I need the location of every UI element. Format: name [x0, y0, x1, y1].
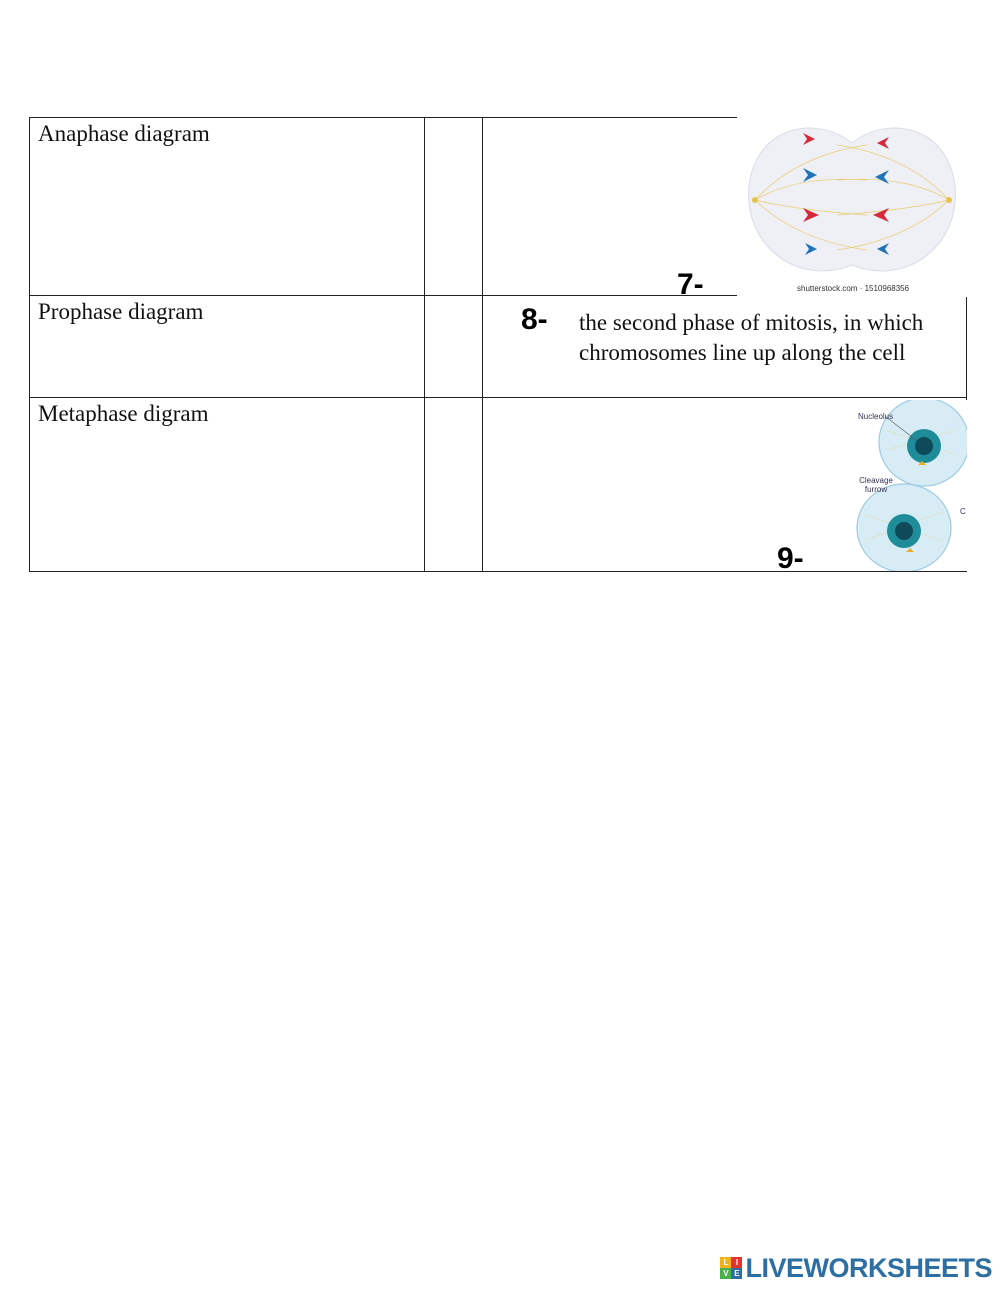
nucleolus-label: Nucleolus [858, 412, 894, 421]
term-cell [30, 118, 425, 296]
matching-table [29, 117, 967, 575]
answer-cell[interactable] [425, 398, 483, 572]
answer-cell[interactable] [425, 118, 483, 296]
answer-cell[interactable] [425, 296, 483, 398]
cleavage-furrow-label: Cleavage furrow [859, 476, 893, 494]
item-number: 7- [677, 268, 704, 301]
term-label: Metaphase digram [38, 401, 209, 426]
item-number: 8- [521, 303, 548, 336]
term-label: Anaphase diagram [38, 121, 210, 146]
term-label: Prophase diagram [38, 299, 204, 324]
definition-cell [483, 296, 967, 398]
anaphase-cell-illustration [737, 115, 967, 297]
liveworksheets-logo [720, 1253, 992, 1283]
table-row [30, 118, 967, 296]
logo-icon: L I V E [720, 1257, 742, 1279]
image-watermark: shutterstock.com · 1510968356 [797, 284, 910, 293]
cut-off-label: C [960, 507, 966, 516]
answer-input[interactable] [425, 296, 482, 397]
table-row [30, 398, 967, 572]
definition-cell [483, 398, 967, 575]
definition-text: the second phase of mitosis, in which chromosomes line up along the cell [579, 310, 924, 365]
table-row [30, 296, 967, 398]
answer-input[interactable] [425, 398, 482, 571]
definition-cell [483, 118, 967, 301]
cytokinesis-image [856, 400, 967, 571]
term-cell [30, 296, 425, 398]
term-cell [30, 398, 425, 572]
answer-input[interactable] [425, 118, 482, 295]
item-number: 9- [777, 542, 804, 575]
brand-name: LIVEWORKSHEETS [745, 1252, 992, 1283]
anaphase-image [737, 115, 967, 297]
